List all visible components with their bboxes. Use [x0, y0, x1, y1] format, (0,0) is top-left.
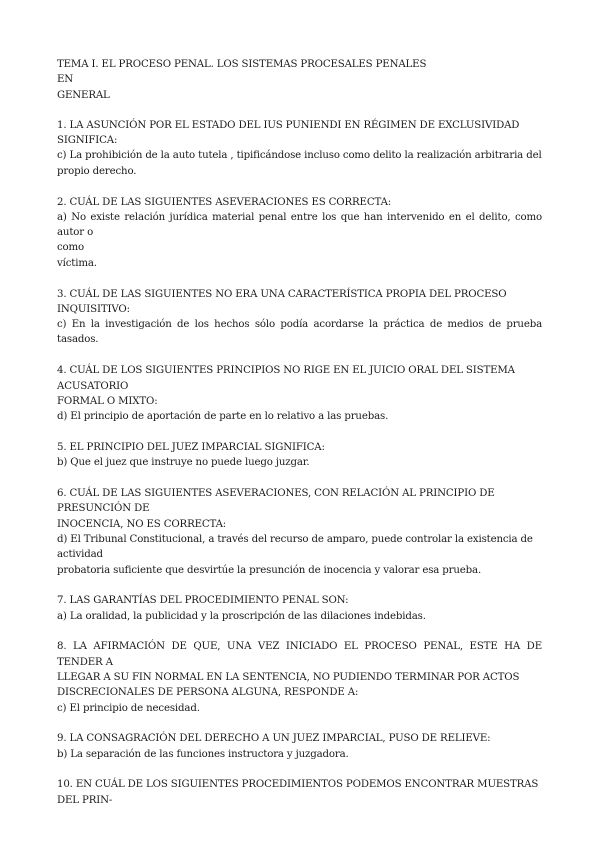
question-line: INQUISITIVO:: [57, 303, 130, 315]
question-10: [57, 777, 542, 808]
question-line: 2. CUÁL DE LAS SIGUIENTES ASEVERACIONES ES CORRECTA:: [57, 196, 392, 208]
answer-text: [57, 409, 542, 424]
question-text: [57, 731, 542, 746]
question-text: [57, 639, 542, 700]
answer-line: actividad: [57, 549, 103, 561]
question-text: [57, 486, 542, 532]
question-line: SIGNIFICA:: [57, 135, 118, 147]
question-7: [57, 593, 542, 624]
answer-line: c) En la investigación de los hechos sólo podía acordarse la práctica de medios de prueba tasados.: [57, 319, 542, 346]
title-line: GENERAL: [57, 89, 110, 101]
answer-line: probatoria suficiente que desvirtúe la presunción de inocencia y valorar esa prueba.: [57, 564, 482, 576]
answer-text: [57, 609, 542, 624]
question-text: [57, 363, 542, 409]
answer-line: d) El Tribunal Constitucional, a través del recurso de amparo, puede controlar la existencia de: [57, 533, 533, 545]
question-text: [57, 593, 542, 608]
question-line: 1. LA ASUNCIÓN POR EL ESTADO DEL IUS PUNIENDI EN RÉGIMEN DE EXCLUSIVIDAD: [57, 119, 520, 131]
question-line: 10. EN CUÁL DE LOS SIGUIENTES PROCEDIMIENTOS PODEMOS ENCONTRAR MUESTRAS: [57, 779, 539, 791]
answer-line: b) La separación de las funciones instructora y juzgadora.: [57, 748, 349, 760]
question-line: ACUSATORIO: [57, 380, 129, 392]
question-8: [57, 639, 542, 715]
question-line: 8. LA AFIRMACIÓN DE QUE, UNA VEZ INICIADO EL PROCESO PENAL, ESTE HA DE TENDER A: [57, 641, 542, 668]
question-5: [57, 440, 542, 471]
answer-text: [57, 148, 542, 179]
question-line: LLEGAR A SU FIN NORMAL EN LA SENTENCIA, NO PUDIENDO TERMINAR POR ACTOS: [57, 672, 520, 683]
question-line: DISCRECIONALES DE PERSONA ALGUNA, RESPONDE A:: [57, 687, 359, 699]
answer-line: b) Que el juez que instruye no puede luego juzgar.: [57, 457, 310, 469]
question-6: [57, 486, 542, 578]
question-line: DEL PRIN-: [57, 794, 113, 806]
answer-line: a) La oralidad, la publicidad y la proscripción de las dilaciones indebidas.: [57, 610, 426, 622]
question-line: PRESUNCIÓN DE: [57, 503, 150, 515]
document-title: [57, 57, 437, 103]
question-text: [57, 287, 542, 318]
question-text: [57, 440, 542, 455]
question-line: 7. LAS GARANTÍAS DEL PROCEDIMIENTO PENAL SON:: [57, 595, 349, 607]
answer-text: [57, 701, 542, 716]
question-line: INOCENCIA, NO ES CORRECTA:: [57, 518, 227, 530]
question-line: 4. CUÁL DE LOS SIGUIENTES PRINCIPIOS NO RIGE EN EL JUICIO ORAL DEL SISTEMA: [57, 365, 515, 377]
answer-text: [57, 455, 542, 470]
answer-text: [57, 747, 542, 762]
question-text: [57, 118, 542, 149]
question-line: FORMAL O MIXTO:: [57, 395, 158, 407]
question-4: [57, 363, 542, 424]
answer-line: propio derecho.: [57, 165, 137, 177]
question-3: [57, 287, 542, 348]
answer-line: a) No existe relación jurídica material penal entre los que han intervenido en el delito, como autor o: [57, 211, 542, 239]
answer-line: como: [57, 242, 85, 254]
question-text: [57, 195, 542, 210]
question-1: [57, 118, 542, 179]
question-line: 9. LA CONSAGRACIÓN DEL DERECHO A UN JUEZ IMPARCIAL, PUSO DE RELIEVE:: [57, 733, 491, 745]
question-line: 3. CUÁL DE LAS SIGUIENTES NO ERA UNA CARACTERÍSTICA PROPIA DEL PROCESO: [57, 288, 507, 300]
answer-text: [57, 317, 542, 348]
question-line: 6. CUÁL DE LAS SIGUIENTES ASEVERACIONES, CON RELACIÓN AL PRINCIPIO DE: [57, 488, 495, 500]
answer-line: d) El principio de aportación de parte en lo relativo a las pruebas.: [57, 411, 389, 423]
question-9: [57, 731, 542, 762]
question-text: [57, 777, 542, 808]
title-line: TEMA I. EL PROCESO PENAL. LOS SISTEMAS PROCESALES PENALES EN: [57, 59, 427, 86]
question-line: 5. EL PRINCIPIO DEL JUEZ IMPARCIAL SIGNIFICA:: [57, 441, 325, 453]
answer-text: [57, 210, 542, 271]
answer-line: víctima.: [57, 257, 97, 269]
answer-text: [57, 532, 542, 578]
answer-line: c) El principio de necesidad.: [57, 702, 200, 714]
answer-line: c) La prohibición de la auto tutela , tipificándose incluso como delito la realización arbitraria del: [57, 150, 542, 162]
question-2: [57, 195, 542, 271]
